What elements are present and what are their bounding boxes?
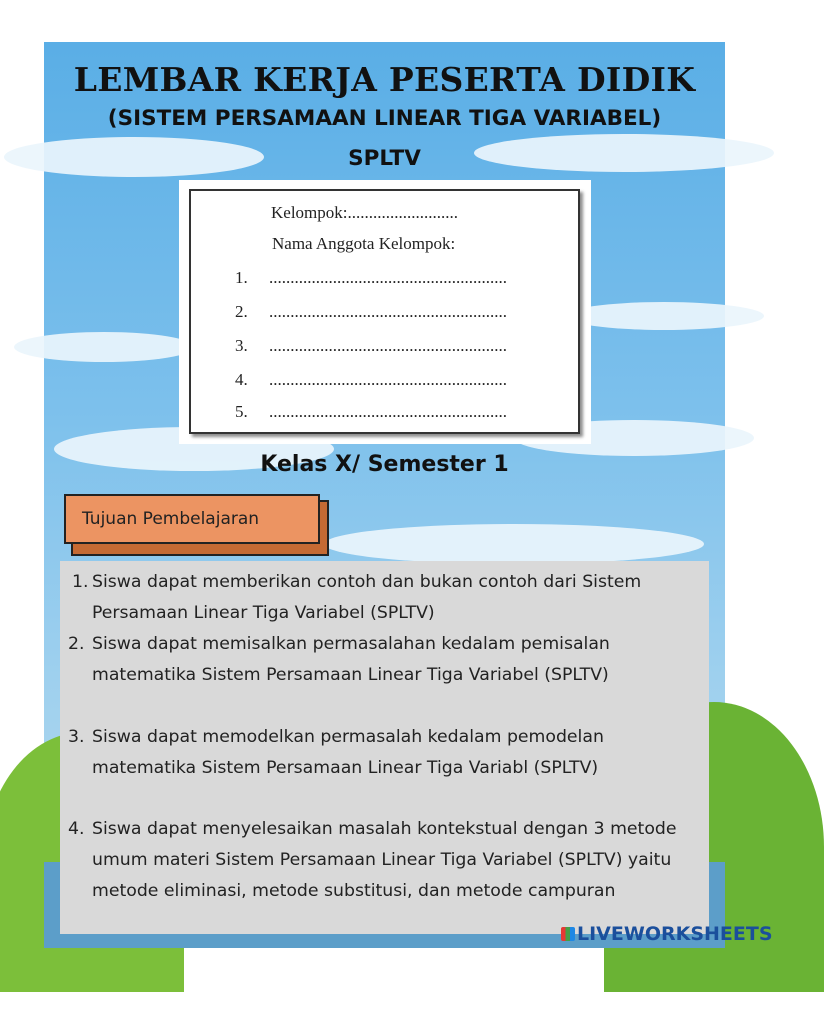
group-form bbox=[189, 189, 580, 434]
member-number: 4. bbox=[235, 370, 248, 389]
item-text: Siswa dapat memisalkan permasalahan kedalam pemisalan matematika Sistem Persamaan Linear Tiga Variabel (SPLTV) bbox=[92, 634, 610, 685]
cloud bbox=[324, 524, 704, 564]
tujuan-pembelajaran-heading bbox=[64, 494, 320, 544]
group-form-card bbox=[179, 180, 591, 444]
list-item bbox=[68, 629, 704, 691]
item-text: Siswa dapat menyelesaikan masalah kontekstual dengan 3 metode umum materi Sistem Persamaan Linear Tiga Variabel (SPLTV) yaitu metode eliminasi, metode substitusi, dan metode campuran bbox=[92, 819, 677, 901]
member-field[interactable]: ........................................................ bbox=[269, 370, 507, 389]
worksheet-page bbox=[44, 42, 773, 948]
member-field[interactable]: ........................................................ bbox=[269, 268, 507, 287]
liveworksheets-watermark bbox=[561, 923, 773, 945]
page-title: LEMBAR KERJA PESERTA DIDIK bbox=[73, 60, 696, 99]
item-number: 2. bbox=[68, 634, 85, 654]
list-item bbox=[68, 814, 704, 907]
list-item bbox=[68, 567, 704, 629]
page-abbreviation: SPLTV bbox=[348, 146, 421, 171]
item-number: 3. bbox=[68, 727, 85, 747]
page-subtitle: (SISTEM PERSAMAAN LINEAR TIGA VARIABEL) bbox=[107, 106, 662, 131]
objectives-list bbox=[60, 561, 709, 934]
item-text: Siswa dapat memodelkan permasalah kedalam pemodelan matematika Sistem Persamaan Linear Tiga Variabl (SPLTV) bbox=[92, 727, 604, 778]
cloud bbox=[14, 332, 194, 362]
member-number: 5. bbox=[235, 402, 248, 421]
tujuan-label: Tujuan Pembelajaran bbox=[82, 509, 260, 529]
member-field[interactable]: ........................................................ bbox=[269, 402, 507, 421]
member-number: 1. bbox=[235, 268, 248, 287]
member-number: 3. bbox=[235, 336, 248, 355]
liveworksheets-logo-icon bbox=[561, 927, 575, 941]
item-text: Siswa dapat memberikan contoh dan bukan contoh dari Sistem Persamaan Linear Tiga Variabel (SPLTV) bbox=[92, 572, 642, 623]
kelompok-field[interactable]: Kelompok:.......................... bbox=[271, 203, 458, 222]
list-item bbox=[68, 722, 704, 784]
member-field[interactable]: ........................................................ bbox=[269, 302, 507, 321]
member-number: 2. bbox=[235, 302, 248, 321]
class-semester-label: Kelas X/ Semester 1 bbox=[260, 452, 509, 477]
cloud bbox=[564, 302, 764, 330]
member-field[interactable]: ........................................................ bbox=[269, 336, 507, 355]
nama-anggota-label: Nama Anggota Kelompok: bbox=[272, 234, 456, 253]
watermark-text: LIVEWORKSHEETS bbox=[577, 923, 773, 945]
item-number: 1. bbox=[72, 572, 89, 592]
item-number: 4. bbox=[68, 819, 85, 839]
